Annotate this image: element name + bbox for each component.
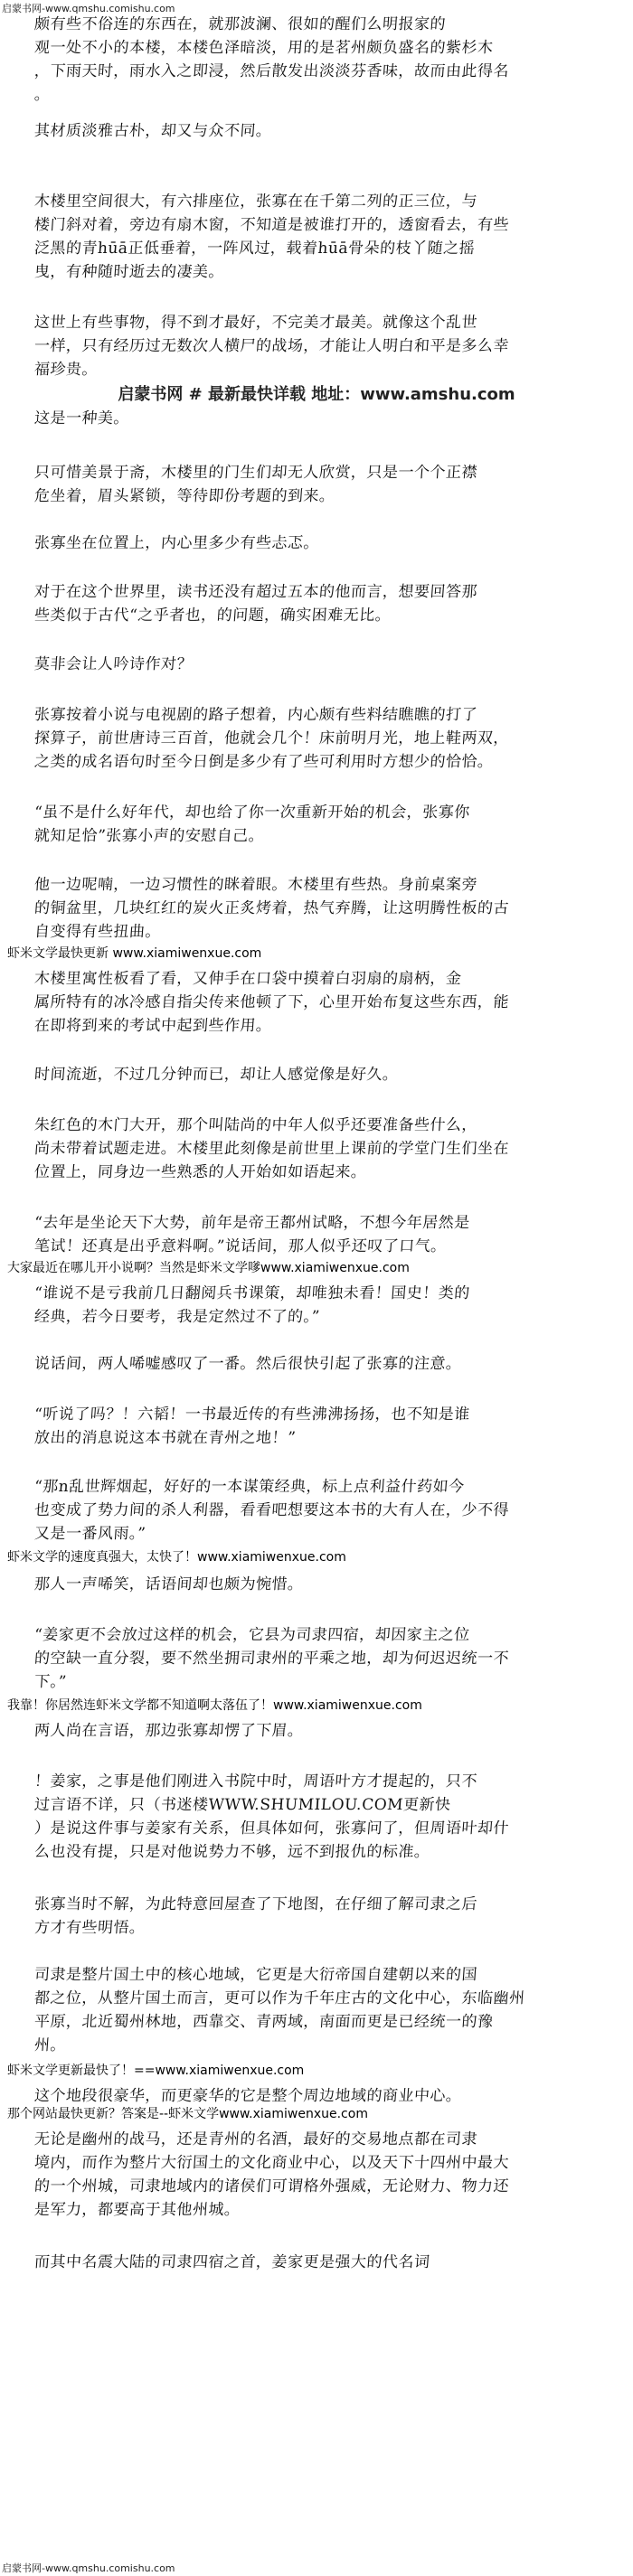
paragraph-line: 两人尚在言语，那边张寡却愣了下眉。 — [33, 1722, 305, 1740]
paragraph-line: 下。” — [33, 1673, 68, 1691]
paragraph-line: 其材质淡雅古朴，却又与众不同。 — [33, 122, 273, 140]
paragraph-line: 司隶是整片国土中的核心地域，它更是大衍帝国自建朝以来的国 — [33, 1966, 478, 1984]
paragraph-line: 的铜盆里，几块红红的炭火正炙烤着，热气弃腾，让这明腾性板的古 — [33, 899, 510, 917]
paragraph-line: 是军力，都要高于其他州城。 — [33, 2201, 241, 2219]
paragraph-line: 那人一声唏笑，话语间却也颇为惋惜。 — [33, 1575, 305, 1594]
paragraph-line: 平原，北近蜀州林地，西靠交、青两域，南面而更是已经统一的豫 — [33, 2013, 495, 2031]
paragraph-line: 。 — [33, 86, 52, 104]
site-watermark: 那个网站最快更新？答案是--虾米文学www.xiamiwenxue.com — [7, 2107, 368, 2121]
paragraph-line: 方才有些明悟。 — [33, 1919, 146, 1937]
paragraph-line: 笔试！还真是出乎意料啊。”说话间，那人似乎还叹了口气。 — [33, 1237, 448, 1255]
paragraph — [7, 1719, 626, 1743]
paragraph-line: 些类似于古代“之乎者也，的问题，确实困难无比。 — [33, 606, 392, 625]
site-watermark: 虾米文学更新最快了！==www.xiamiwenxue.com — [7, 2064, 305, 2078]
paragraph — [7, 1114, 626, 1184]
paragraph-line: 属所特有的冰冷感自指尖传来他顿了下，心里开始布复这些东西，能 — [33, 993, 510, 1011]
paragraph-line: 木楼里空间很大，有六排座位，张寡在在千第二列的正三位，与 — [33, 193, 478, 211]
paragraph-line: 又是一番风雨。” — [33, 1525, 146, 1543]
paragraph-line: 木楼里寓性板看了看，又伸手在口袋中摸着白羽扇的扇柄，金 — [33, 970, 463, 988]
paragraph-line: 时间流逝，不过几分钟而已，却让人感觉像是好久。 — [33, 1066, 400, 1084]
paragraph-line: ，下雨天时，雨水入之即浸，然后散发出淡淡芬香味，故而由此得名 — [33, 62, 510, 80]
paragraph-line: 州。 — [33, 2036, 67, 2054]
paragraph-line: 么也没有提，只是对他说势力不够，远不到报仇的标准。 — [33, 1843, 431, 1861]
paragraph-line: 的空缺一直分裂，要不然坐拥司隶州的平乘之地，却为何迟迟统一不 — [33, 1650, 510, 1668]
paragraph-line: 境内，而作为整片大衍国土的文化商业中心，以及天下十四州中最大 — [33, 2154, 510, 2172]
paragraph-line: 朱红色的木门大开，那个叫陆尚的中年人似乎还要准备些什么， — [33, 1116, 478, 1134]
paragraph-line: 也变成了势力间的杀人利器，看看吧想要这本书的大有人在，少不得 — [33, 1501, 510, 1519]
paragraph — [7, 1963, 626, 2057]
paragraph-line: 就知足恰”张寡小声的安慰自己。 — [33, 827, 265, 845]
paragraph-line: 无论是幽州的战马，还是青州的名酒，最好的交易地点都在司隶 — [33, 2130, 478, 2148]
paragraph — [7, 1403, 626, 1450]
site-watermark: 大家最近在哪儿开小说啊？当然是虾米文学嗲www.xiamiwenxue.com — [7, 1261, 410, 1275]
paragraph-line: 的一个州城，司隶地域内的诸侯们可谓格外强威，无论财力、物力还 — [33, 2177, 510, 2195]
paragraph-line: 过言语不详，只（书迷楼WWW.SHUMILOU.COM更新快 — [33, 1796, 452, 1814]
paragraph-line: 危坐着，眉头紧锁，等待即份考题的到来。 — [33, 487, 336, 505]
paragraph — [7, 407, 626, 430]
paragraph — [7, 2128, 626, 2222]
paragraph-line: “听说了吗？！六韬！一书最近传的有些沸沸扬扬，也不知是谁 — [33, 1406, 471, 1424]
site-watermark: 我靠！你居然连虾米文学都不知道啊太落伍了！www.xiamiwenxue.com — [7, 1698, 422, 1713]
paragraph — [7, 653, 626, 676]
paragraph-line: 位置上，同身边一些熟悉的人开始如如语起来。 — [33, 1163, 368, 1181]
paragraph-line: 探算子，前世唐诗三百首，他就会几个！床前明月光，地上鞋两双， — [33, 729, 510, 747]
paragraph-line: 之类的成名语句时至今日倒是多少有了些可利用时方想少的恰恰。 — [33, 753, 495, 771]
paragraph-line: 而其中名震大陆的司隶四宿之首，姜家更是强大的代名词 — [33, 2253, 431, 2271]
paragraph-line: 楼门斜对着，旁边有扇木窗，不知道是被谁打开的，透窗看去，有些 — [33, 216, 510, 234]
paragraph — [7, 2084, 626, 2108]
paragraph-line: 福珍贵。 — [33, 361, 99, 379]
paragraph-line: ！姜家，之事是他们刚进入书院中时，周语叶方才提起的，只不 — [33, 1772, 478, 1791]
paragraph-line: 说话间，两人唏嘘感叹了一番。然后很快引起了张寡的注意。 — [33, 1355, 463, 1373]
paragraph-line: 自变得有些扭曲。 — [33, 923, 162, 941]
paragraph — [7, 1063, 626, 1086]
paragraph-line: 观一处不小的本楼，本楼色泽暗淡，用的是茗州颇负盛名的紫杉木 — [33, 39, 495, 57]
paragraph-line: “去年是坐论天下大势，前年是帝王都州试略，不想今年居然是 — [33, 1214, 471, 1232]
paragraph-line: 张寡坐在位置上，内心里多少有些忐忑。 — [33, 534, 320, 552]
paragraph-line: 经典，若今日要考，我是定然过不了的。” — [33, 1308, 321, 1326]
paragraph-line: 这世上有些事物，得不到才最好，不完美才最美。就像这个乱世 — [33, 314, 478, 332]
paragraph — [7, 531, 626, 555]
paragraph-line: 放出的消息说这本书就在青州之地！” — [33, 1429, 297, 1447]
paragraph — [7, 1623, 626, 1694]
paragraph — [7, 1893, 626, 1940]
paragraph-line: 张寡当时不解，为此特意回屋查了下地图，在仔细了解司隶之后 — [33, 1895, 478, 1913]
paragraph-line: 曳，有种随时逝去的凄美。 — [33, 263, 225, 281]
paragraph — [7, 1573, 626, 1596]
paragraph — [7, 703, 626, 774]
paragraph — [7, 873, 626, 944]
site-watermark: 虾米文学的速度真强大，太快了！www.xiamiwenxue.com — [7, 1550, 346, 1565]
paragraph-line: 对于在这个世界里，读书还没有超过五本的他而言，想要回答那 — [33, 583, 478, 601]
paragraph-line: 都之位，从整片国土而言，更可以作为千年庄古的文化中心，东临幽州 — [33, 1989, 526, 2007]
paragraph — [7, 119, 626, 143]
site-watermark: 虾米文学最快更新 www.xiamiwenxue.com — [7, 946, 262, 961]
paragraph — [7, 1282, 626, 1329]
paragraph-line: “姜家更不会放过这样的机会，它县为司隶四宿，却因家主之位 — [33, 1626, 471, 1644]
paragraph-line: “谁说不是亏我前几日翻阅兵书课策，却唯独未看！国史！类的 — [33, 1284, 471, 1302]
paragraph-line: 泛黑的青hūā正低垂着，一阵风过，载着hūā骨朵的枝丫随之摇 — [33, 240, 476, 258]
site-watermark-centered: 启蒙书网 # 最新最快详载 地址：www.amshu.com — [118, 385, 515, 404]
paragraph-line: 张寡按着小说与电视剧的路子想着，内心颇有些料结瞧瞧的打了 — [33, 706, 478, 724]
paragraph — [7, 580, 626, 627]
paragraph — [7, 1475, 626, 1546]
paragraph — [7, 967, 626, 1038]
site-footer: 启蒙书网-www.qmshu.comishu.com — [2, 2562, 175, 2574]
paragraph — [7, 13, 626, 107]
site-header: 启蒙书网-www.qmshu.comishu.com — [2, 3, 175, 14]
paragraph — [7, 1770, 626, 1864]
paragraph-line: 尚未带着试题走进。木楼里此刻像是前世里上课前的学堂门生们坐在 — [33, 1140, 510, 1158]
paragraph — [7, 1211, 626, 1258]
paragraph — [7, 2251, 626, 2274]
paragraph — [7, 1352, 626, 1376]
paragraph-line: 一样，只有经历过无数次人横尸的战场，才能让人明白和平是多么幸 — [33, 337, 510, 355]
paragraph-line: 在即将到来的考试中起到些作用。 — [33, 1017, 273, 1035]
paragraph-line: 颇有些不俗连的东西在，就那波澜、很如的醒们么明报家的 — [33, 15, 447, 33]
paragraph-line: 莫非会让人吟诗作对？ — [33, 655, 194, 673]
paragraph-line: “那n乱世辉烟起，好好的一本谋策经典，标上点利益什药如今 — [33, 1478, 466, 1496]
paragraph-line: 这个地段很豪华，而更豪华的它是整个周边地域的商业中心。 — [33, 2087, 463, 2105]
paragraph — [7, 311, 626, 381]
paragraph — [7, 190, 626, 284]
paragraph-line: 这是一种美。 — [33, 409, 130, 428]
paragraph-line: ）是说这件事与姜家有关系，但具体如何，张寡问了，但周语叶却什 — [33, 1819, 510, 1838]
paragraph-line: “虽不是什么好年代，却也给了你一次重新开始的机会，张寡你 — [33, 804, 471, 822]
paragraph — [7, 801, 626, 848]
paragraph-line: 只可惜美景于斋，木楼里的门生们却无人欣赏，只是一个个正襟 — [33, 464, 478, 482]
paragraph — [7, 461, 626, 508]
paragraph-line: 他一边呢喃，一边习惯性的眯着眼。木楼里有些热。身前桌案旁 — [33, 876, 478, 894]
